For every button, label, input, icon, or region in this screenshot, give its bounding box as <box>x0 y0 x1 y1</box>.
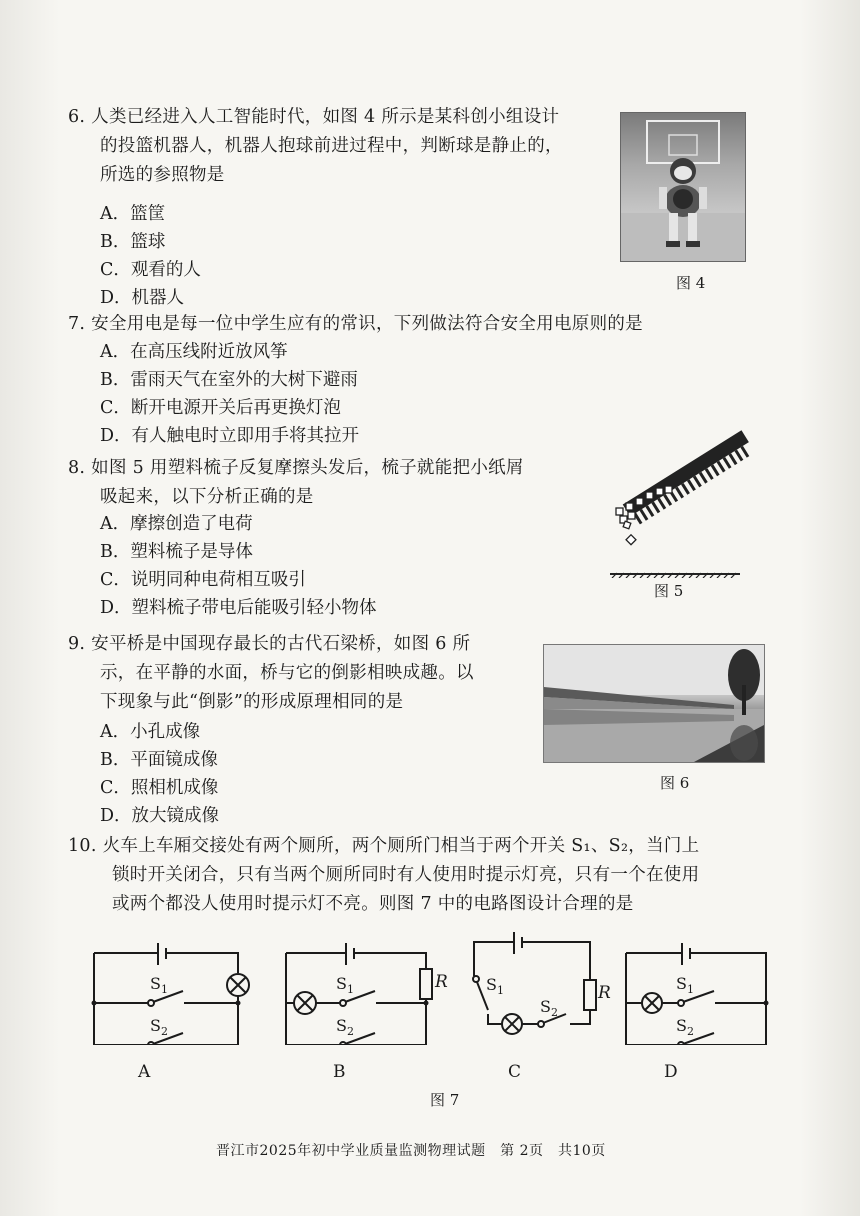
switch-label-s1: S <box>336 974 347 993</box>
switch-label-s2-subscript: 2 <box>346 1025 354 1038</box>
svg-text:S2 <box>150 1016 168 1038</box>
switch-label-s2-subscript: 2 <box>550 1006 558 1019</box>
option-a: A．摩擦创造了电荷 <box>100 514 253 534</box>
page-footer: 晋江市2025年初中学业质量监测物理试题 第 2页 共10页 <box>216 1143 606 1159</box>
option-c: C．说明同种电荷相互吸引 <box>100 570 306 590</box>
question-text-line: 下现象与此“倒影”的形成原理相同的是 <box>100 692 404 712</box>
switch-label-s2-subscript: 2 <box>686 1025 694 1038</box>
question-6 <box>68 103 563 190</box>
option-b: B．塑料梳子是导体 <box>100 542 253 562</box>
figure-caption: 图 4 <box>676 274 706 292</box>
switch-label-s1-subscript: 1 <box>496 984 504 997</box>
question-text-line: 的投篮机器人，机器人抱球前进过程中，判断球是静止的， <box>100 136 563 156</box>
question-10 <box>68 832 699 919</box>
option-d: D．机器人 <box>100 288 185 308</box>
question-text-line: 火车上车厢交接处有两个厕所，两个厕所门相当于两个开关 S₁、S₂，当门上 <box>102 836 700 856</box>
switch-label-s2: S <box>150 1016 161 1035</box>
switch-label-s1-subscript: 1 <box>160 983 168 996</box>
question-number: 9. <box>68 634 86 654</box>
question-text-line: 示，在平静的水面，桥与它的倒影相映成趣。以 <box>100 663 474 683</box>
figure-caption: 图 5 <box>654 582 684 600</box>
resistor-label: R <box>598 983 611 1003</box>
switch-label-s2: S <box>676 1016 687 1035</box>
question-9 <box>68 630 474 717</box>
figure-caption: 图 7 <box>430 1091 460 1109</box>
question-text-line: 安平桥是中国现存最长的古代石梁桥，如图 6 所 <box>91 634 471 654</box>
svg-text:S1 <box>150 974 168 996</box>
bridge-photo <box>543 644 765 763</box>
question-number: 7. <box>68 314 86 334</box>
circuit-label-a: A <box>138 1062 151 1082</box>
switch-label-s1-subscript: 1 <box>346 983 354 996</box>
option-d: D．有人触电时立即用手将其拉开 <box>100 426 360 446</box>
svg-text:S1 <box>336 974 354 996</box>
circuit-b <box>280 935 460 1045</box>
switch-label-s1-subscript: 1 <box>686 983 694 996</box>
svg-text:S2 <box>336 1016 354 1038</box>
question-text-line: 吸起来，以下分析正确的是 <box>100 487 314 507</box>
option-d: D．塑料梳子带电后能吸引轻小物体 <box>100 598 377 618</box>
option-c: C．观看的人 <box>100 260 201 280</box>
question-number: 6. <box>68 107 86 127</box>
option-b: B．雷雨天气在室外的大树下避雨 <box>100 370 358 390</box>
switch-label-s1: S <box>486 975 497 994</box>
resistor-label: R <box>435 972 448 992</box>
question-7 <box>68 310 643 339</box>
option-d: D．放大镜成像 <box>100 806 220 826</box>
circuit-label-b: B <box>333 1062 346 1082</box>
svg-text:S2 <box>540 997 558 1019</box>
question-8 <box>68 454 524 512</box>
svg-text:S2 <box>676 1016 694 1038</box>
switch-label-s2: S <box>336 1016 347 1035</box>
circuit-a <box>88 935 258 1045</box>
switch-label-s1: S <box>150 974 161 993</box>
svg-text:S1 <box>676 974 694 996</box>
question-text-line: 锁时开关闭合，只有当两个厕所同时有人使用时提示灯亮，只有一个在使用 <box>112 865 700 885</box>
question-text-line: 所选的参照物是 <box>100 165 225 185</box>
question-text-line: 人类已经进入人工智能时代，如图 4 所示是某科创小组设计 <box>91 107 560 127</box>
switch-label-s2-subscript: 2 <box>160 1025 168 1038</box>
option-a: A．在高压线附近放风筝 <box>100 342 288 362</box>
question-text-line: 如图 5 用塑料梳子反复摩擦头发后，梳子就能把小纸屑 <box>91 458 524 478</box>
comb-figure <box>604 418 764 578</box>
circuit-c <box>466 932 636 1042</box>
option-a: A．篮筐 <box>100 204 166 224</box>
option-b: B．篮球 <box>100 232 166 252</box>
switch-label-s1: S <box>676 974 687 993</box>
question-number: 8. <box>68 458 86 478</box>
switch-label-s2: S <box>540 997 551 1016</box>
robot-photo <box>620 112 746 262</box>
circuit-label-c: C <box>508 1062 522 1082</box>
option-a: A．小孔成像 <box>100 722 201 742</box>
svg-text:S1 <box>486 975 504 997</box>
circuit-d <box>622 935 782 1045</box>
circuit-label-d: D <box>664 1062 678 1082</box>
option-b: B．平面镜成像 <box>100 750 218 770</box>
question-text-line: 安全用电是每一位中学生应有的常识，下列做法符合安全用电原则的是 <box>91 314 643 334</box>
question-text-line: 或两个都没人使用时提示灯不亮。则图 7 中的电路图设计合理的是 <box>112 894 634 914</box>
figure-caption: 图 6 <box>660 774 690 792</box>
question-number: 10. <box>68 836 97 856</box>
option-c: C．断开电源开关后再更换灯泡 <box>100 398 341 418</box>
option-c: C．照相机成像 <box>100 778 219 798</box>
